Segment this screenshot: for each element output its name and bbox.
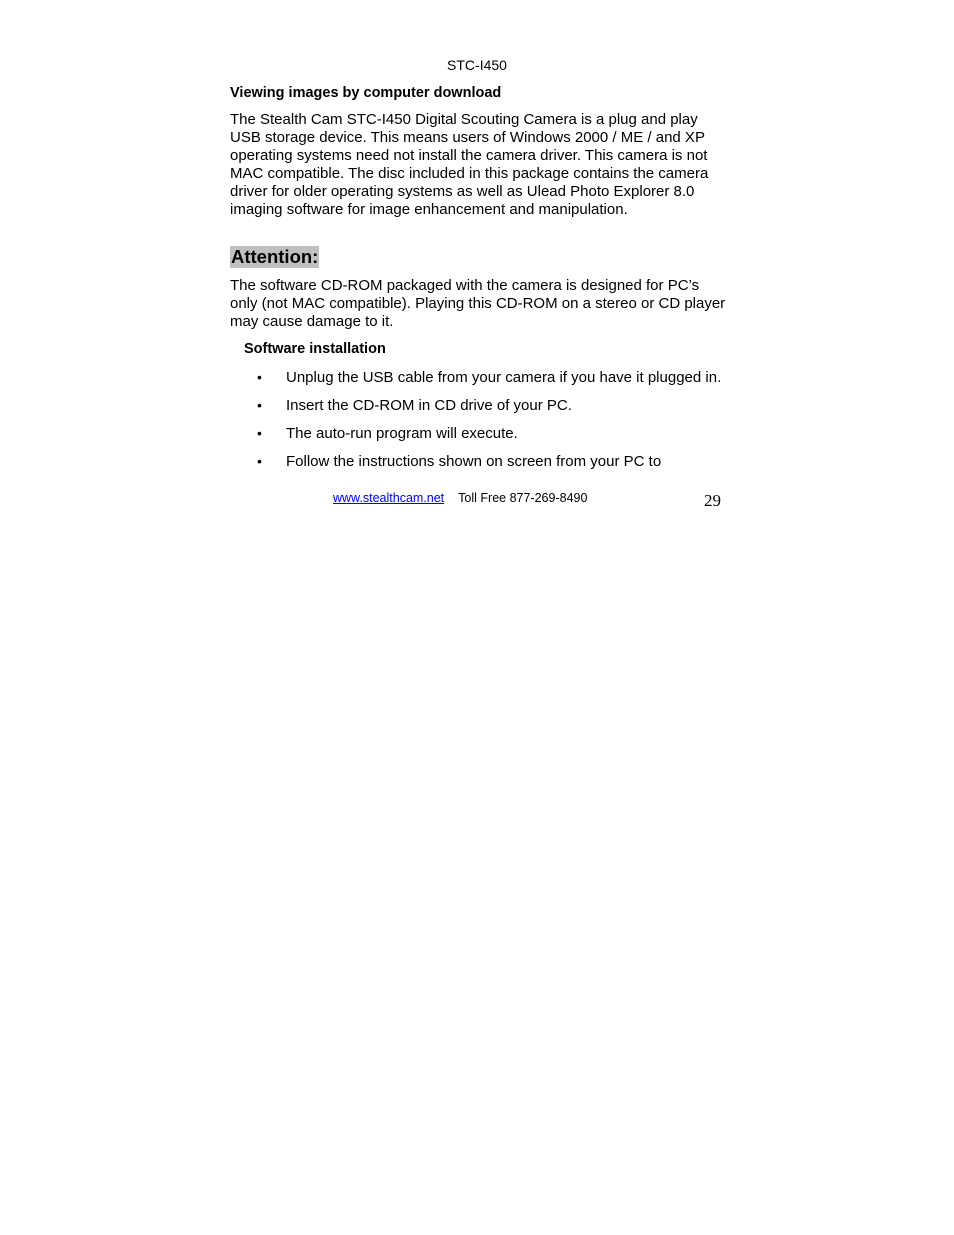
website-link[interactable]: www.stealthcam.net (333, 491, 445, 505)
section-title: Viewing images by computer download (230, 85, 502, 101)
list-item (255, 453, 730, 470)
page-header-model: STC-I450 (447, 57, 507, 73)
bullet-icon: • (257, 369, 262, 385)
installation-step-text: The auto-run program will execute. (286, 425, 518, 442)
page-footer (333, 490, 587, 506)
installation-step-text: Unplug the USB cable from your camera if you have it plugged in. (286, 369, 722, 386)
list-item (255, 369, 730, 386)
toll-free-phone: Toll Free 877-269-8490 (458, 491, 588, 505)
page-number: 29 (704, 491, 721, 510)
installation-step-text: Follow the instructions shown on screen from your PC to (286, 453, 662, 470)
bullet-icon: • (257, 453, 262, 469)
list-item (255, 397, 730, 414)
bullet-icon: • (257, 397, 262, 413)
installation-steps-list (255, 369, 730, 481)
list-item (255, 425, 730, 442)
attention-body-paragraph: The software CD-ROM packaged with the camera is designed for PC’s only (not MAC compatible). Playing this CD-ROM on a stereo or CD player may cause damage to it. (230, 277, 726, 330)
installation-heading: Software installation (244, 341, 386, 357)
section-body-paragraph: The Stealth Cam STC-I450 Digital Scouting Camera is a plug and play USB storage device. This means users of Windows 2000 / ME / and XP operating systems need not install the camera driver. This camera is not MAC compatible. The disc included in this package contains the camera driver for older operating systems as well as Ulead Photo Explorer 8.0 imaging software for image enhancement and manipulation. (230, 111, 709, 218)
installation-step-text: Insert the CD-ROM in CD drive of your PC. (286, 397, 572, 414)
attention-label: Attention: (231, 246, 319, 267)
bullet-icon: • (257, 425, 262, 441)
